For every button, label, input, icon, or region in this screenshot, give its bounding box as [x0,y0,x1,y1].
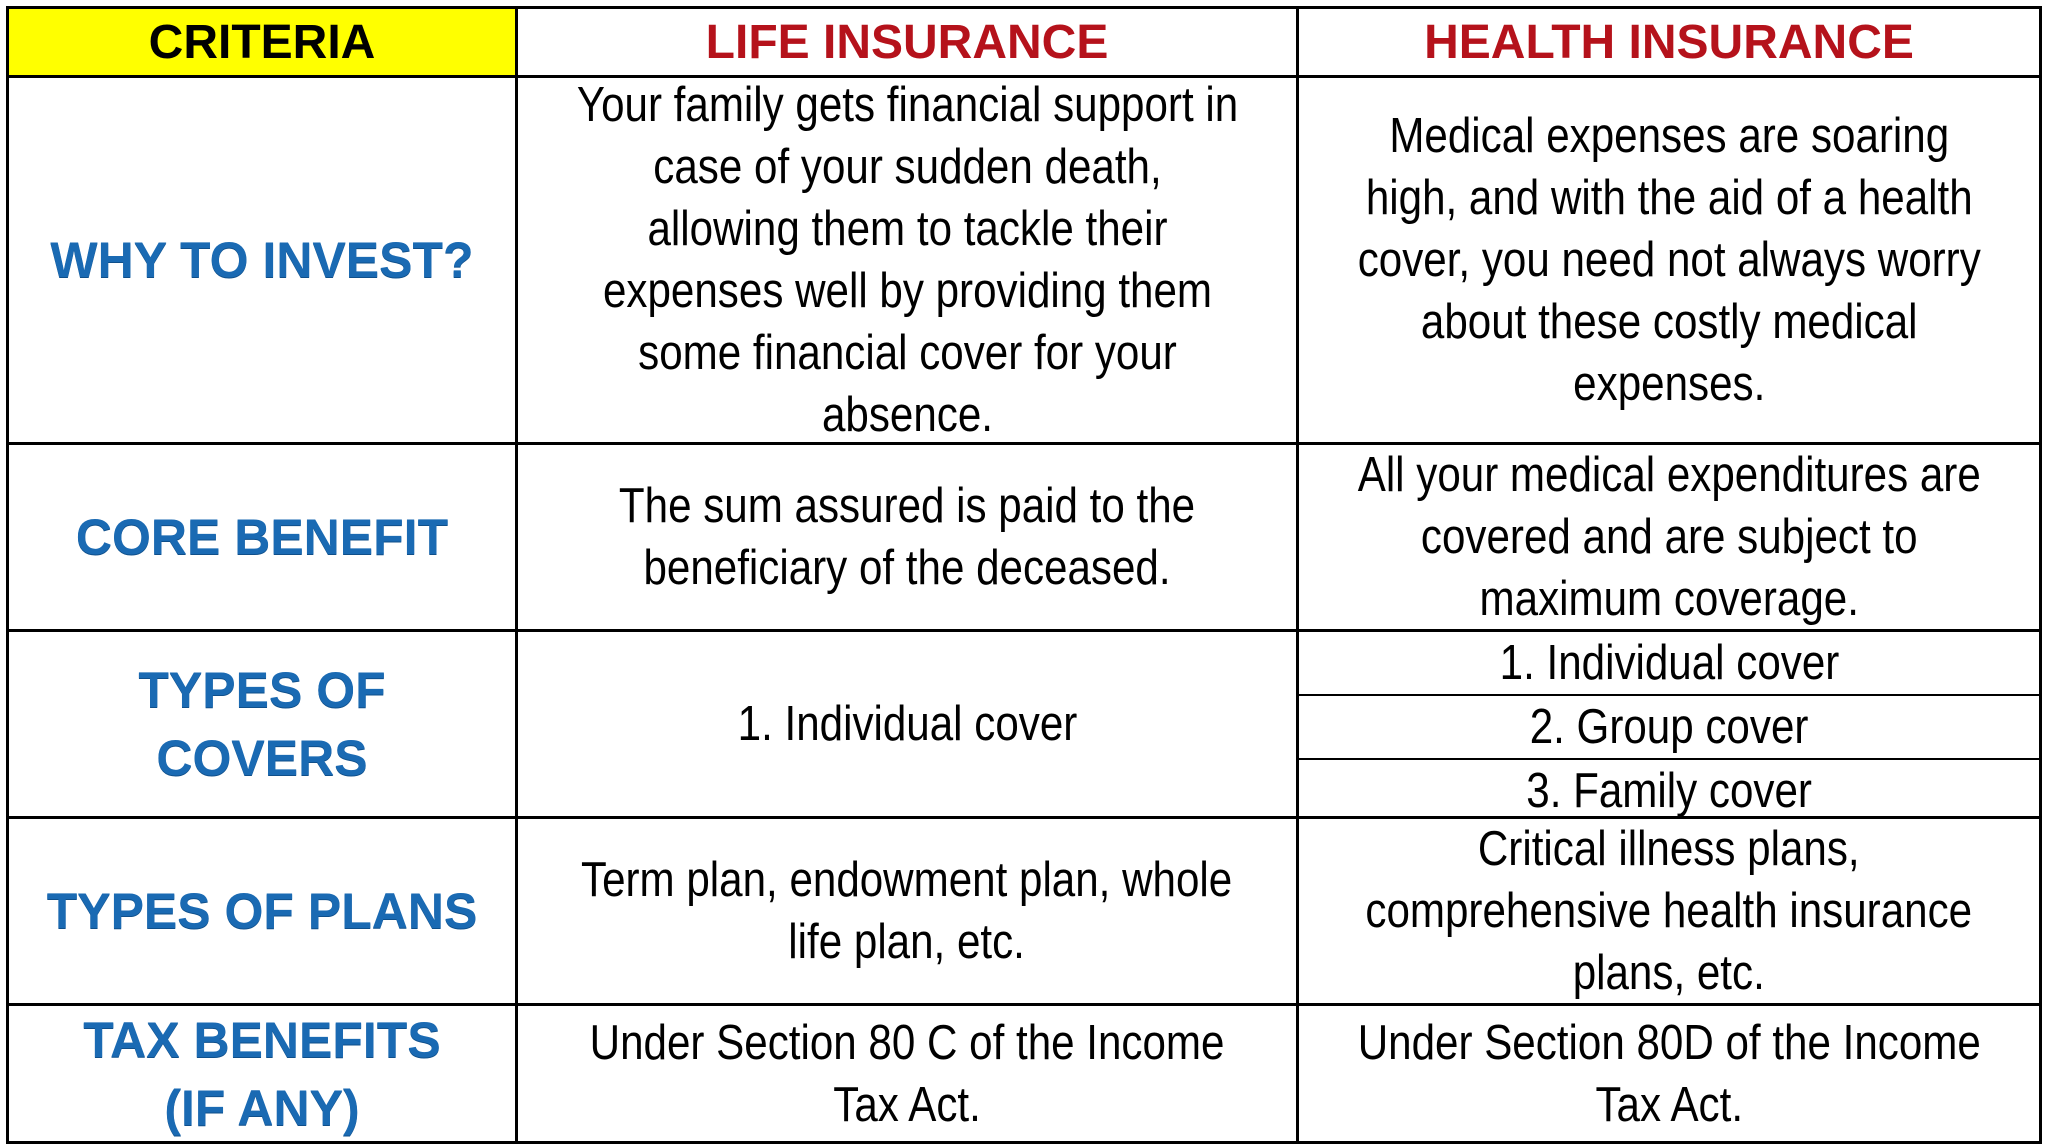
criteria-label [138,656,385,792]
life-types-of-covers [518,632,1299,819]
criteria-label-line: CORE BENEFIT [75,509,449,565]
text-line: All your medical expenditures are [1357,448,1981,502]
life-why-to-invest [518,78,1299,445]
life-types-of-plans [518,819,1299,1006]
text-line: Under Section 80 C of the Income [589,1015,1225,1070]
cover-item [1299,632,2039,696]
criteria-label-line: TYPES OF PLANS [46,883,478,939]
header-health-insurance [1299,9,2039,78]
cover-item [1299,760,2039,819]
text-line: Medical expenses are soaring [1389,109,1949,163]
cell-text [1357,105,1980,415]
text-line: Your family gets financial support in [576,78,1238,132]
text-line: case of your sudden death, [652,140,1162,194]
cell-text [1357,445,1980,630]
text-line: expenses. [1572,357,1766,411]
criteria-label [47,877,478,945]
criteria-types-of-plans [9,819,518,1006]
health-core-benefit [1299,445,2039,632]
text-line: Term plan, endowment plan, whole [581,853,1233,907]
criteria-label-line: COVERS [156,730,368,786]
cover-item [1299,696,2039,760]
cell-text [1357,1012,1980,1136]
health-types-of-covers [1299,632,2039,819]
life-tax-benefits [518,1006,1299,1141]
criteria-label [83,1006,440,1141]
header-criteria-label: CRITERIA [148,15,376,69]
health-why-to-invest [1299,78,2039,445]
header-criteria [9,9,518,78]
text-line: about these costly medical [1420,295,1918,349]
text-line: Tax Act. [1595,1077,1743,1132]
text-line: cover, you need not always worry [1357,233,1981,287]
comparison-table [6,6,2042,1144]
text-line: The sum assured is paid to the [618,479,1196,533]
text-line: high, and with the aid of a health [1365,171,1973,225]
text-line: covered and are subject to [1420,510,1918,564]
cell-text [581,849,1232,973]
criteria-label-line: TYPES OF [138,662,386,718]
criteria-label-line: (IF ANY) [164,1079,360,1136]
cell-text [1366,819,1973,1004]
text-line: Under Section 80D of the Income [1357,1015,1981,1070]
header-health-label: HEALTH INSURANCE [1424,15,1914,69]
criteria-core-benefit [9,445,518,632]
text-line: maximum coverage. [1479,572,1859,626]
text-line: 3. Family cover [1526,764,1812,818]
text-line: absence. [821,388,993,442]
cell-text [576,78,1237,445]
text-line: comprehensive health insurance [1365,884,1973,938]
cell-text [737,693,1077,755]
health-types-of-plans [1299,819,2039,1006]
text-line: plans, etc. [1572,946,1766,1000]
criteria-label-line: WHY TO INVEST? [50,232,474,288]
text-line: 1. Individual cover [1499,636,1839,690]
text-line: expenses well by providing them [602,264,1212,318]
text-line: Critical illness plans, [1478,822,1860,876]
header-life-insurance [518,9,1299,78]
text-line: 2. Group cover [1529,700,1809,754]
cell-text [619,475,1195,599]
text-line: life plan, etc. [788,915,1026,969]
text-line: allowing them to tackle their [646,202,1167,256]
text-line: beneficiary of the deceased. [643,541,1171,595]
text-line: 1. Individual cover [737,697,1077,751]
criteria-why-to-invest [9,78,518,445]
text-line: some financial cover for your [637,326,1177,380]
criteria-label [76,503,448,571]
life-core-benefit [518,445,1299,632]
criteria-types-of-covers [9,632,518,819]
cell-text [590,1012,1225,1136]
criteria-tax-benefits [9,1006,518,1141]
health-tax-benefits [1299,1006,2039,1141]
text-line: Tax Act. [833,1077,981,1132]
header-life-label: LIFE INSURANCE [705,15,1109,69]
criteria-label [50,226,473,294]
criteria-label-line: TAX BENEFITS [83,1011,441,1068]
